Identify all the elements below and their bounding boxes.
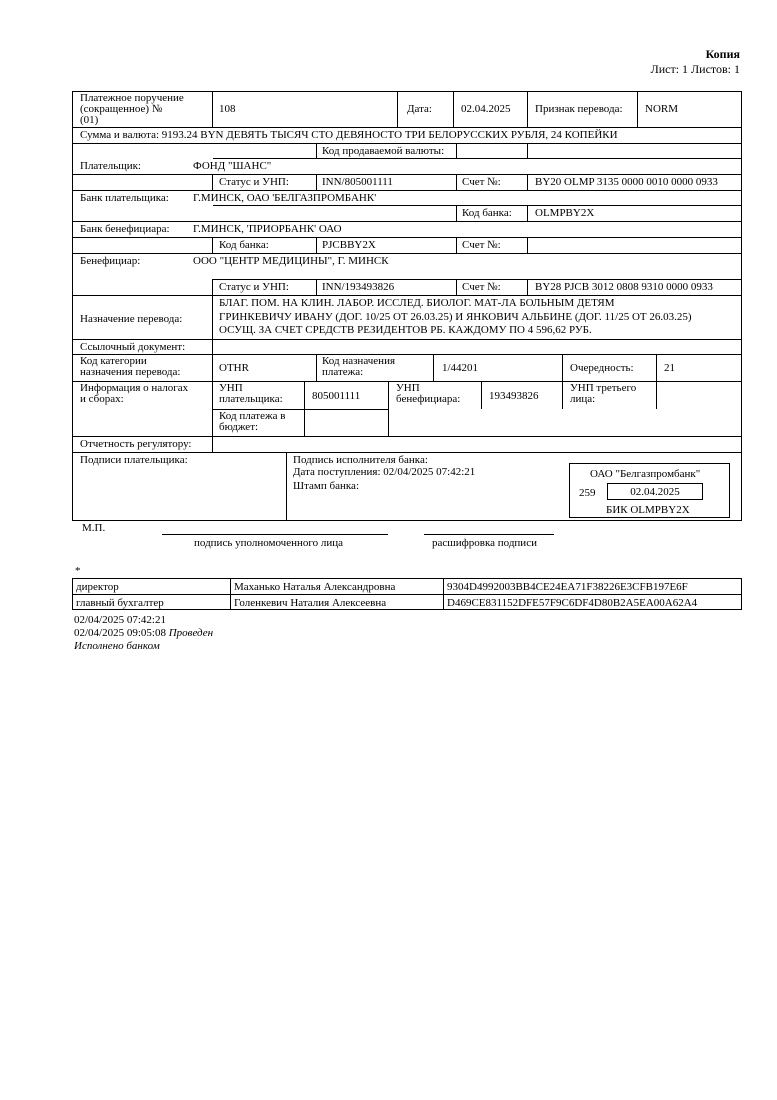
payer-label: Плательщик: xyxy=(80,160,141,172)
beneficiary-account: BY28 PJCB 3012 0808 9310 0000 0933 xyxy=(535,281,713,293)
stamp-bik: БИК OLMPBY2X xyxy=(606,504,690,516)
sold-currency-label: Код продаваемой валюты: xyxy=(322,145,445,157)
payer-signatures-label: Подписи плательщика: xyxy=(80,454,188,466)
beneficiary-account-label: Счет №: xyxy=(462,281,501,293)
beneficiary-bank-label: Банк бенефициара: xyxy=(80,223,170,235)
payer-unp: 805001111 xyxy=(312,390,361,402)
beneficiary-bank-code: PJCBBY2X xyxy=(322,239,376,251)
purpose-text: БЛАГ. ПОМ. НА КЛИН. ЛАБОР. ИССЛЕД. БИОЛОГ. МАТ-ЛА БОЛЬНЫМ ДЕТЯМ ГРИНКЕВИЧУ ИВАНУ (ДОГ. 10/25 ОТ 26.03.25) И ЯНКОВИЧ АЛЬБИНЕ (ДОГ. 11/25 ОТ 26.03.25) ОСУЩ. ЗА СЧЕТ СРЕДСТВ РЕЗИДЕНТОВ РБ. КАЖДОМУ ПО 4 596,62 РУБ. xyxy=(219,297,692,336)
amount-text: Сумма и валюта: 9193.24 BYN ДЕВЯТЬ ТЫСЯЧ СТО ДЕВЯНОСТО ТРИ БЕЛОРУССКИХ РУБЛЯ, 24 КОПЕЙКИ xyxy=(80,129,618,141)
beneficiary-name: ООО "ЦЕНТР МЕДИЦИНЫ", Г. МИНСК xyxy=(193,255,389,267)
payment-purpose-code-label: Код назначения платежа: xyxy=(322,355,396,378)
category-code: OTHR xyxy=(219,362,249,374)
received-date: Дата поступления: 02/04/2025 07:42:21 xyxy=(293,466,476,478)
payer-bank: Г.МИНСК, ОАО 'БЕЛГАЗПРОМБАНК' xyxy=(193,192,377,204)
sheet-counter: Лист: 1 Листов: 1 xyxy=(650,62,740,76)
payer-bank-code: OLMPBY2X xyxy=(535,207,595,219)
purpose-label: Назначение перевода: xyxy=(80,313,183,325)
asterisk: * xyxy=(75,565,81,577)
signer-hash: D469CE831152DFE57F9C6DF4D80B2A5EA00A62A4 xyxy=(447,597,698,609)
footer-timestamp: 02/04/2025 07:42:21 xyxy=(74,614,166,626)
regulator-label: Отчетность регулятору: xyxy=(80,438,192,450)
bank-stamp-label: Штамп банка: xyxy=(293,480,359,492)
payment-purpose-code: 1/44201 xyxy=(442,362,479,374)
third-party-unp-label: УНП третьего лица: xyxy=(570,382,637,405)
copy-label: Копия xyxy=(705,47,740,61)
priority-label: Очередность: xyxy=(570,362,634,374)
decoding-line xyxy=(424,534,554,535)
order-date: 02.04.2025 xyxy=(461,103,511,115)
budget-code-label: Код платежа в бюджет: xyxy=(219,410,286,433)
payer-inn: INN/805001111 xyxy=(322,176,393,188)
signer-hash: 9304D4992003BB4CE24EA71F38226E3CFB197E6F xyxy=(447,581,688,593)
beneficiary-label: Бенефициар: xyxy=(80,255,141,267)
beneficiary-bank-code-label: Код банка: xyxy=(219,239,269,251)
signer-name: Голенкевич Наталия Алексеевна xyxy=(234,597,387,609)
beneficiary-bank-account-label: Счет №: xyxy=(462,239,501,251)
beneficiary-bank: Г.МИНСК, 'ПРИОРБАНК' ОАО xyxy=(193,223,342,235)
footer-processed: 02/04/2025 09:05:08 Проведен xyxy=(74,627,214,639)
priority-value: 21 xyxy=(664,362,675,374)
payer-account-label: Счет №: xyxy=(462,176,501,188)
authorized-signature-caption: подпись уполномоченного лица xyxy=(194,537,343,549)
category-code-label: Код категории назначения перевода: xyxy=(80,355,181,378)
beneficiary-status-label: Статус и УНП: xyxy=(219,281,289,293)
bank-signature-label: Подпись исполнителя банка: xyxy=(293,454,428,466)
stamp-bank-name: ОАО "Белгазпромбанк" xyxy=(590,468,701,480)
transfer-sign-label: Признак перевода: xyxy=(535,103,623,115)
signer-role: главный бухгалтер xyxy=(76,597,164,609)
stamp-date: 02.04.2025 xyxy=(607,483,703,500)
stamp-number: 259 xyxy=(579,487,596,499)
payer-name: ФОНД "ШАНС" xyxy=(193,160,272,172)
signature-decoding-caption: расшифровка подписи xyxy=(432,537,537,549)
payer-status-label: Статус и УНП: xyxy=(219,176,289,188)
signer-role: директор xyxy=(76,581,119,593)
ref-doc-label: Ссылочный документ: xyxy=(80,341,186,353)
signer-name: Маханько Наталья Александровна xyxy=(234,581,396,593)
tax-info-label: Информация о налогах и сборах: xyxy=(80,382,189,405)
signature-line xyxy=(162,534,388,535)
beneficiary-unp: 193493826 xyxy=(489,390,539,402)
row-divider xyxy=(72,174,742,175)
payer-unp-label: УНП плательщика: xyxy=(219,382,283,405)
date-label: Дата: xyxy=(407,103,432,115)
mp-label: М.П. xyxy=(82,522,106,534)
transfer-sign: NORM xyxy=(645,103,679,115)
beneficiary-inn: INN/193493826 xyxy=(322,281,395,293)
beneficiary-unp-label: УНП бенефициара: xyxy=(396,382,461,405)
footer-executed: Исполнено банком xyxy=(74,640,160,652)
form-title: Платежное поручение (сокращенное) № (01) xyxy=(80,92,184,126)
payer-bank-label: Банк плательщика: xyxy=(80,192,169,204)
payer-bank-code-label: Код банка: xyxy=(462,207,512,219)
payer-account: BY20 OLMP 3135 0000 0010 0000 0933 xyxy=(535,176,718,188)
order-number: 108 xyxy=(219,103,236,115)
